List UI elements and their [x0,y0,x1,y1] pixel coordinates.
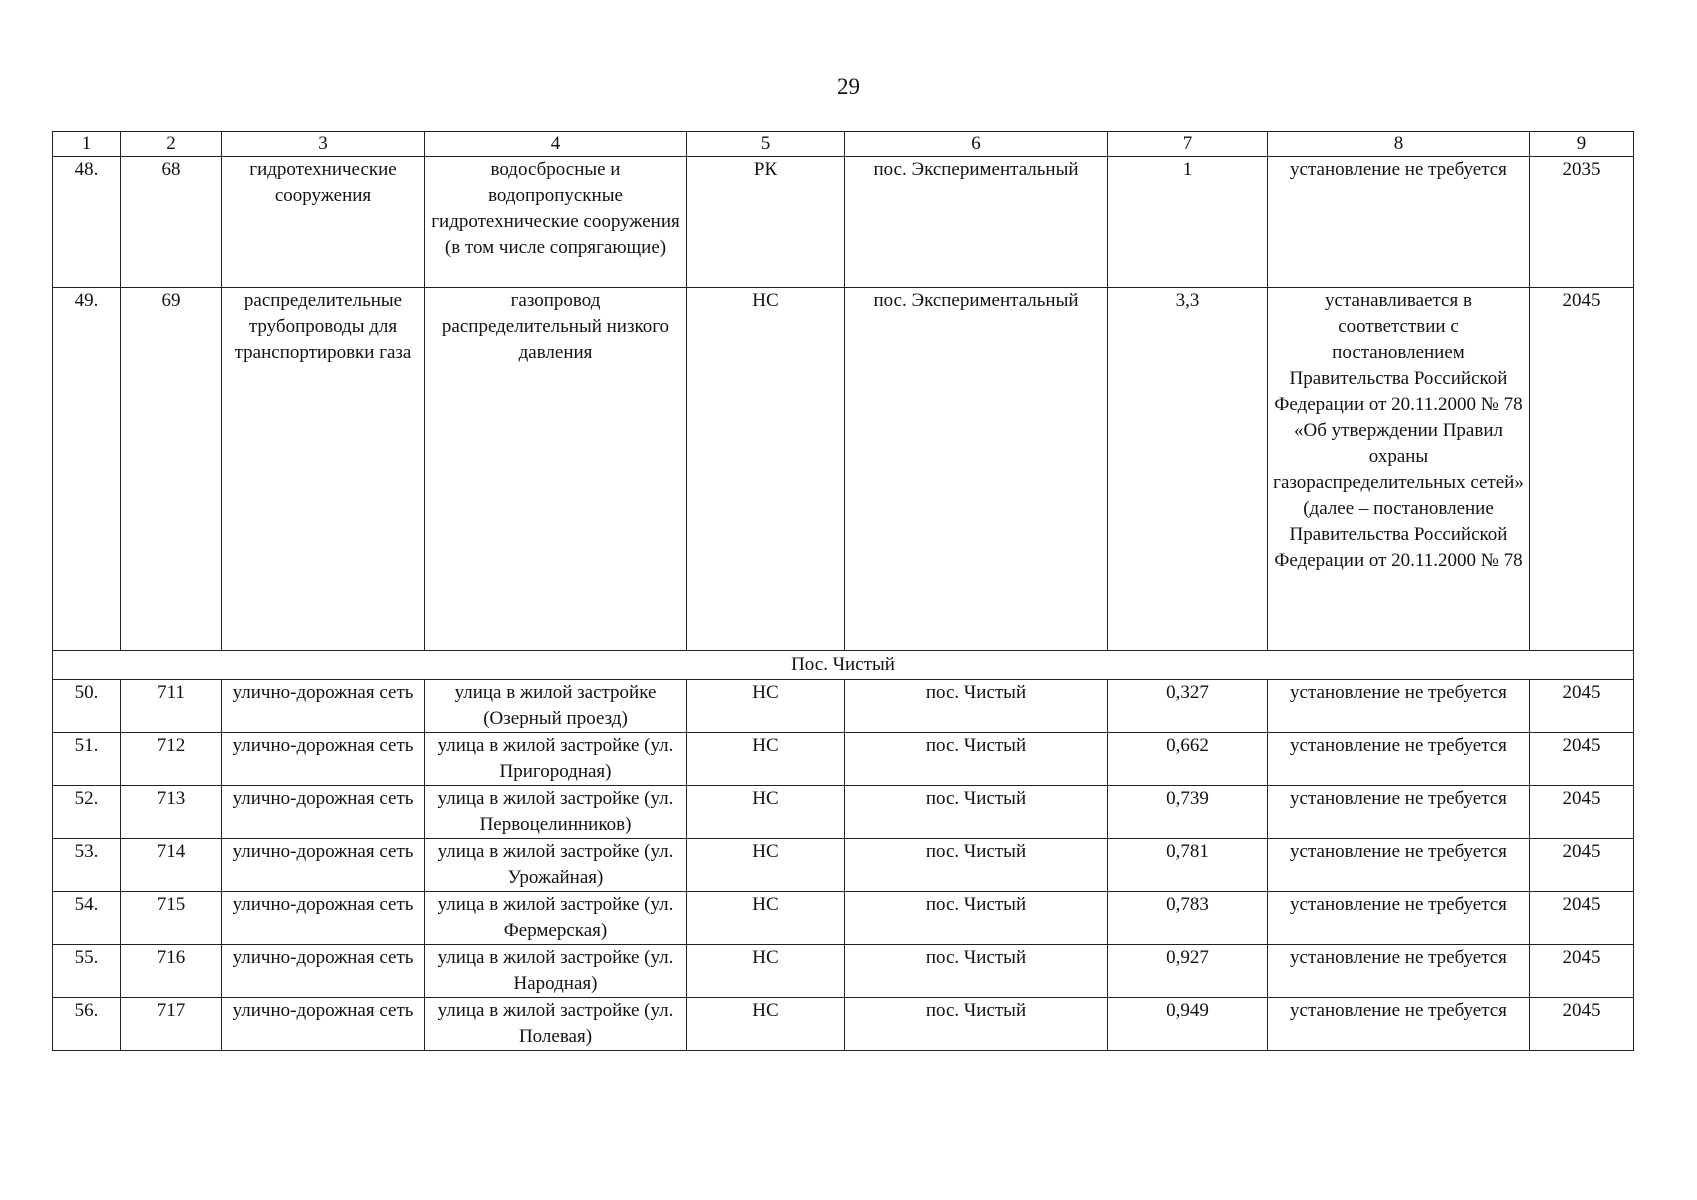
year: 2035 [1530,157,1634,288]
column-number: 1 [53,132,121,157]
year: 2045 [1530,680,1634,733]
status-code: НС [687,998,845,1051]
status-code: НС [687,288,845,651]
object-purpose: улица в жилой застройке (ул. Народная) [425,945,687,998]
row-number: 54. [53,892,121,945]
year: 2045 [1530,733,1634,786]
location: пос. Чистый [845,786,1108,839]
row-number: 50. [53,680,121,733]
characteristic-value: 0,739 [1108,786,1268,839]
characteristic-value: 0,781 [1108,839,1268,892]
table-row [53,288,1634,651]
object-number: 69 [121,288,222,651]
row-number: 55. [53,945,121,998]
location: пос. Чистый [845,839,1108,892]
object-number: 713 [121,786,222,839]
object-type: улично-дорожная сеть [222,892,425,945]
location: пос. Чистый [845,892,1108,945]
zone-note: установление не требуется [1268,892,1530,945]
zone-note: установление не требуется [1268,157,1530,288]
zone-note: установление не требуется [1268,680,1530,733]
row-number: 53. [53,839,121,892]
column-number: 6 [845,132,1108,157]
location: пос. Экспериментальный [845,157,1108,288]
object-purpose: улица в жилой застройке (ул. Урожайная) [425,839,687,892]
year: 2045 [1530,288,1634,651]
column-number: 7 [1108,132,1268,157]
row-number: 52. [53,786,121,839]
characteristic-value: 0,327 [1108,680,1268,733]
section-title: Пос. Чистый [53,651,1634,680]
year: 2045 [1530,839,1634,892]
location: пос. Чистый [845,680,1108,733]
status-code: НС [687,945,845,998]
location: пос. Чистый [845,945,1108,998]
object-type: улично-дорожная сеть [222,733,425,786]
zone-note: установление не требуется [1268,786,1530,839]
object-number: 716 [121,945,222,998]
status-code: НС [687,892,845,945]
row-number: 48. [53,157,121,288]
row-number: 56. [53,998,121,1051]
object-type: распределительные трубопроводы для транспортировки газа [222,288,425,651]
characteristic-value: 0,662 [1108,733,1268,786]
object-purpose: газопровод распределительный низкого давления [425,288,687,651]
object-number: 717 [121,998,222,1051]
location: пос. Чистый [845,733,1108,786]
object-number: 711 [121,680,222,733]
object-purpose: улица в жилой застройке (ул. Пригородная) [425,733,687,786]
column-number: 4 [425,132,687,157]
status-code: НС [687,786,845,839]
table-row [53,733,1634,786]
section-row [53,651,1634,680]
characteristic-value: 0,783 [1108,892,1268,945]
object-type: улично-дорожная сеть [222,680,425,733]
row-number: 49. [53,288,121,651]
object-number: 712 [121,733,222,786]
characteristic-value: 1 [1108,157,1268,288]
table-row [53,998,1634,1051]
column-number: 3 [222,132,425,157]
object-purpose: улица в жилой застройке (Озерный проезд) [425,680,687,733]
objects-table [52,131,1634,1051]
year: 2045 [1530,998,1634,1051]
table-row [53,157,1634,288]
object-purpose: улица в жилой застройке (ул. Фермерская) [425,892,687,945]
year: 2045 [1530,892,1634,945]
object-purpose: водосбросные и водопропускные гидротехнические сооружения (в том числе сопрягающие) [425,157,687,288]
zone-note: устанавливается в соответствии с постановлением Правительства Российской Федерации от 20.11.2000 № 78 «Об утверждении Правил охраны газораспределительных сетей» (далее – постановление Правительства Российской Федерации от 20.11.2000 № 78 [1268,288,1530,651]
object-type: улично-дорожная сеть [222,945,425,998]
zone-note: установление не требуется [1268,945,1530,998]
object-purpose: улица в жилой застройке (ул. Первоцелинников) [425,786,687,839]
column-number-row [53,132,1634,157]
object-type: улично-дорожная сеть [222,786,425,839]
table-row [53,945,1634,998]
column-number: 9 [1530,132,1634,157]
object-type: улично-дорожная сеть [222,839,425,892]
column-number: 8 [1268,132,1530,157]
column-number: 2 [121,132,222,157]
object-number: 714 [121,839,222,892]
status-code: НС [687,839,845,892]
zone-note: установление не требуется [1268,839,1530,892]
status-code: НС [687,733,845,786]
row-number: 51. [53,733,121,786]
location: пос. Чистый [845,998,1108,1051]
table-row [53,839,1634,892]
location: пос. Экспериментальный [845,288,1108,651]
status-code: НС [687,680,845,733]
table-row [53,786,1634,839]
table-row [53,680,1634,733]
year: 2045 [1530,945,1634,998]
zone-note: установление не требуется [1268,998,1530,1051]
characteristic-value: 0,949 [1108,998,1268,1051]
object-purpose: улица в жилой застройке (ул. Полевая) [425,998,687,1051]
characteristic-value: 0,927 [1108,945,1268,998]
object-number: 715 [121,892,222,945]
status-code: РК [687,157,845,288]
page-number: 29 [837,74,860,99]
year: 2045 [1530,786,1634,839]
object-type: гидротехнические сооружения [222,157,425,288]
object-type: улично-дорожная сеть [222,998,425,1051]
characteristic-value: 3,3 [1108,288,1268,651]
table-row [53,892,1634,945]
zone-note: установление не требуется [1268,733,1530,786]
column-number: 5 [687,132,845,157]
object-number: 68 [121,157,222,288]
